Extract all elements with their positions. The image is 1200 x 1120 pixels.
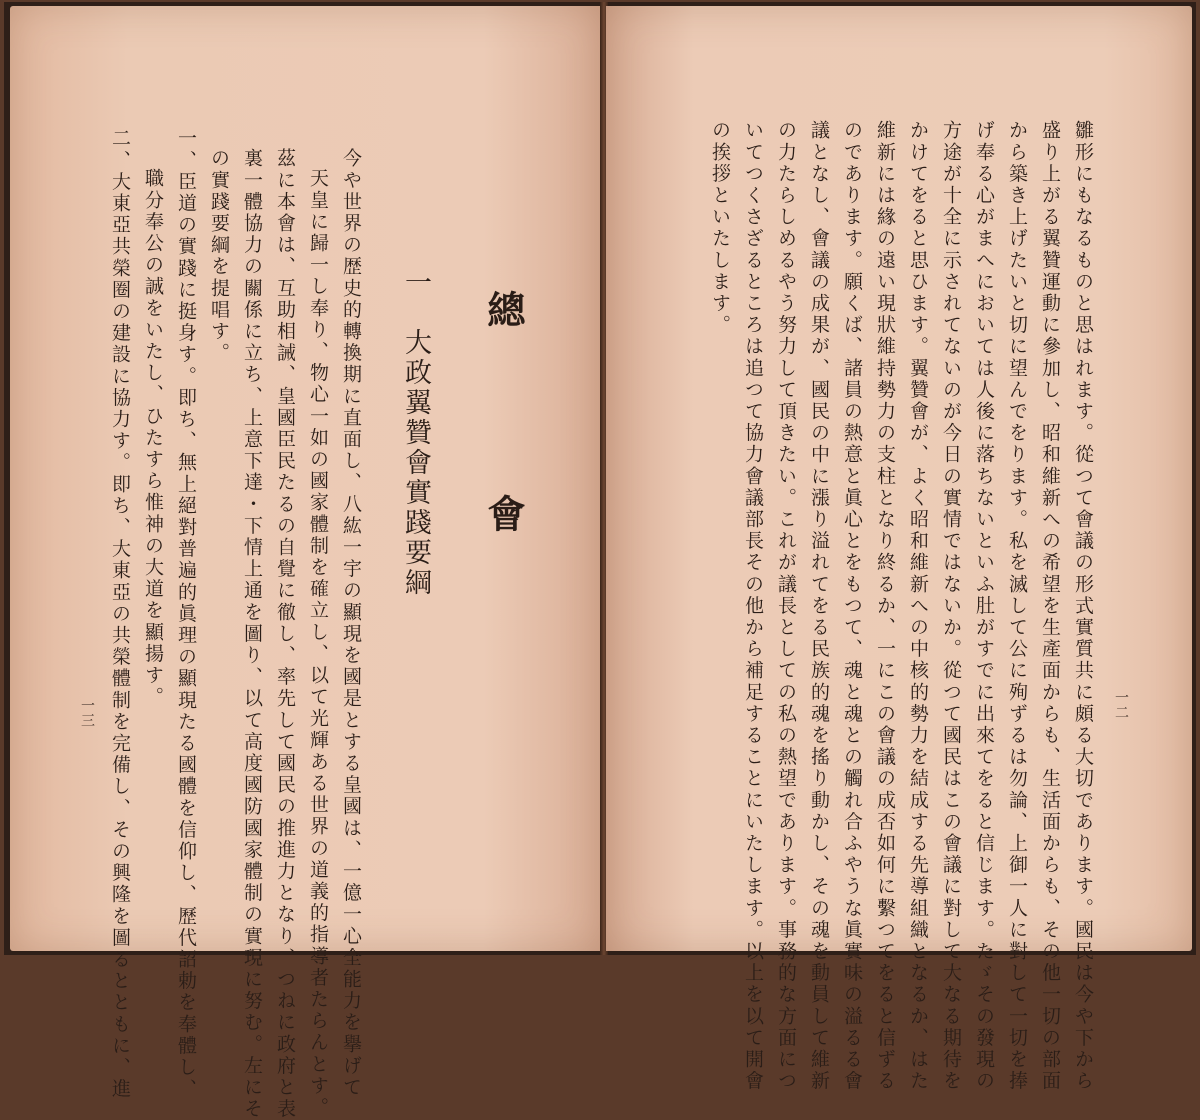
left-paragraph-line-4: 裏一體協力の關係に立ち、上意下達・下情上通を圖り、以て高度國防國家體制の實現に努む。左にそ <box>241 148 263 1120</box>
right-paragraph-line-8: のであります。願くば、諸員の熱意と眞心とをもつて、魂と魂との觸れ合ふやうな眞實味の溢るる會 <box>841 120 863 1092</box>
section-heading: 一 大政翼贊會實踐要綱 <box>400 268 431 598</box>
right-paragraph-line-12: の挨拶といたします。 <box>709 120 731 336</box>
page-title: 總 會 <box>481 290 526 562</box>
right-paragraph-line-1: 雛形にもなるものと思はれます。從つて會議の形式實質共に頗る大切であります。國民は今や下から <box>1072 120 1094 1092</box>
list-item-1-continued: 職分奉公の誠をいたし、ひたすら惟神の大道を顯揚す。 <box>142 168 164 708</box>
right-paragraph-line-6: かけてをると思ひます。翼贊會が、よく昭和維新への中核的勢力を結成する先導組織となるか、はた <box>907 120 929 1092</box>
left-paragraph-line-5: の實踐要綱を提唱す。 <box>208 148 230 364</box>
right-paragraph-line-11: いてつくさざるところは追つて協力會議部長その他から補足することにいたします。以上を以て開會 <box>742 120 764 1092</box>
list-item-1: 一、臣道の實踐に挺身す。即ち、無上絕對普遍的眞理の顯現たる國體を信仰し、歷代詔勅を奉體し、 <box>175 128 197 1100</box>
right-paragraph-line-9: 議となし、會議の成果が、國民の中に漲り溢れてをる民族的魂を搖り動かし、その魂を動員して維新 <box>808 120 830 1092</box>
right-paragraph-line-3: から築き上げたいと切に望んでをります。私を滅して公に殉ずるは勿論、上御一人に對して一切を捧 <box>1006 120 1028 1092</box>
left-page-number: 一三 <box>79 698 95 728</box>
right-paragraph-line-10: の力たらしめるやう努力して頂きたい。これが議長としての私の熱望であります。事務的な方面につ <box>775 120 797 1092</box>
right-paragraph-line-5: 方途が十全に示されてないのが今日の實情ではないか。從つて國民はこの會議に對して大なる期待を <box>940 120 962 1092</box>
right-page <box>606 6 1192 951</box>
right-paragraph-line-7: 維新には緣の遠い現狀維持勢力の支柱となり終るか、一にこの會議の成否如何に繫つてをると信ずる <box>874 120 896 1092</box>
left-paragraph-line-2: 天皇に歸一し奉り、物心一如の國家體制を確立し、以て光輝ある世界の道義的指導者たらんとす。 <box>307 168 329 1119</box>
right-paragraph-line-2: 盛り上がる翼贊運動に參加し、昭和維新への希望を生產面からも、生活面からも、その他一切の部面 <box>1039 120 1061 1092</box>
right-paragraph-line-4: げ奉る心がまへにおいては人後に落ちないといふ肚がすでに出來てをると信じます。たゞその發現の <box>973 120 995 1092</box>
left-paragraph-line-3: 茲に本會は、互助相誡、皇國臣民たるの自覺に徹し、率先して國民の推進力となり、つねに政府と表 <box>274 148 296 1120</box>
right-page-number: 一二 <box>1113 690 1129 720</box>
list-item-2: 二、大東亞共榮圈の建設に協力す。即ち、大東亞の共榮體制を完備し、その興隆を圖るとともに、進 <box>109 128 131 1100</box>
left-paragraph-line-1: 今や世界の歴史的轉換期に直面し、八紘一宇の顯現を國是とする皇國は、一億一心全能力を擧げて <box>340 148 362 1099</box>
